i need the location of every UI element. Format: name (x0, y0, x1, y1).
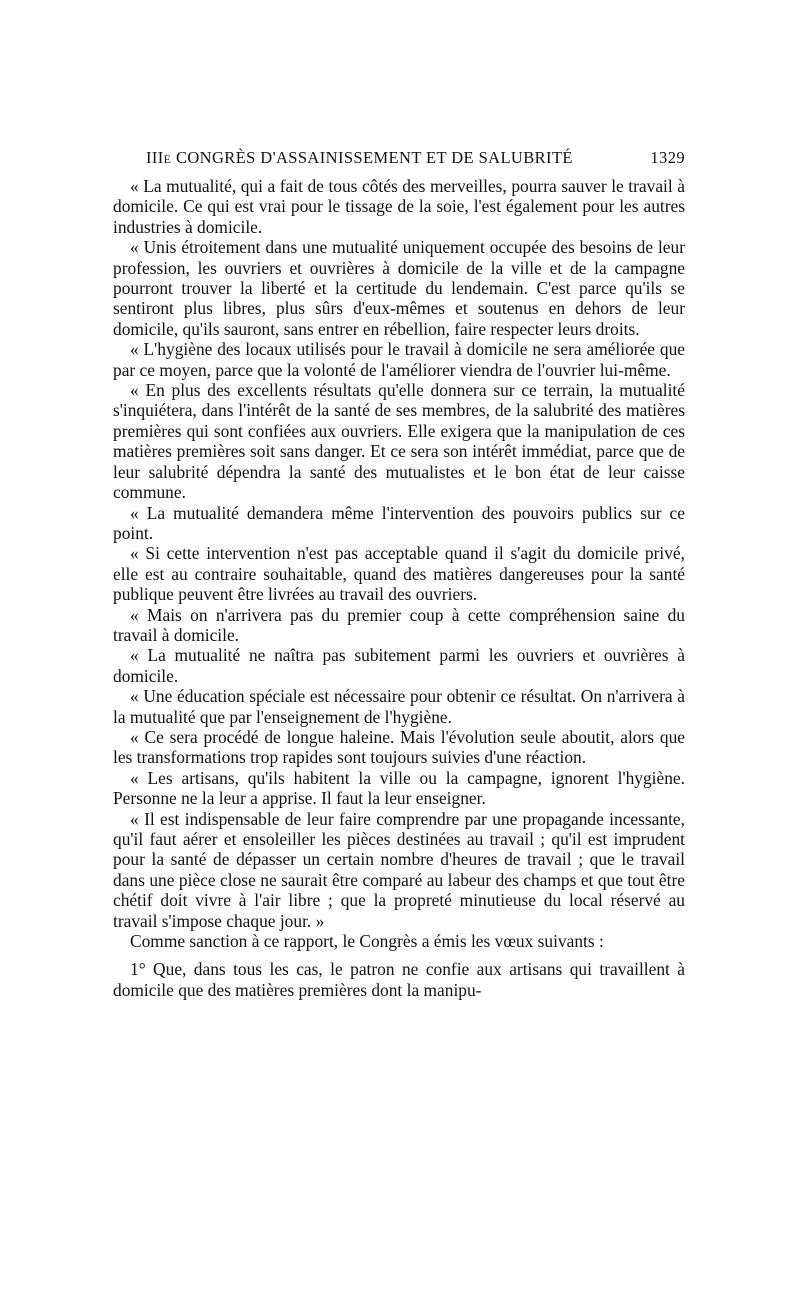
paragraph: « Une éducation spéciale est nécessaire pour obtenir ce résultat. On n'arrivera à la mutualité que par l'enseignement de l'hygiène. (113, 686, 685, 727)
document-page (113, 148, 685, 1000)
paragraph: « En plus des excellents résultats qu'elle donnera sur ce terrain, la mutualité s'inquiétera, dans l'intérêt de la santé de ses membres, de la salubrité des matières premières qui sont confiées aux ouvriers. Elle exigera que la manipulation de ces matières premières soit sans danger. Et ce sera son intérêt immédiat, parce que de leur salubrité dépendra la santé des mutualistes et le bon état de leur caisse commune. (113, 380, 685, 503)
paragraph: « La mutualité demandera même l'intervention des pouvoirs publics sur ce point. (113, 502, 685, 543)
running-head-title: IIIe CONGRÈS D'ASSAINISSEMENT ET DE SALUBRITÉ (146, 148, 573, 167)
paragraph: « Si cette intervention n'est pas acceptable quand il s'agit du domicile privé, elle est au contraire souhaitable, quand des matières dangereuses pour la santé publique peuvent être livrées au travail des ouvriers. (113, 543, 685, 605)
paragraph: « La mutualité, qui a fait de tous côtés des merveilles, pourra sauver le travail à domicile. Ce qui est vrai pour le tissage de la soie, l'est également pour les autres industries à domicile. (113, 176, 685, 237)
paragraph: « Les artisans, qu'ils habitent la ville ou la campagne, ignorent l'hygiène. Personne ne la leur a apprise. Il faut la leur enseigner. (113, 767, 685, 809)
paragraph: « Mais on n'arrivera pas du premier coup à cette compréhension saine du travail à domicile. (113, 604, 685, 645)
paragraph: « L'hygiène des locaux utilisés pour le travail à domicile ne sera améliorée que par ce moyen, parce que la volonté de l'améliorer viendra de l'ouvrier lui-même. (113, 339, 685, 380)
page-number: 1329 (650, 148, 685, 167)
resolution-paragraph: 1° Que, dans tous les cas, le patron ne confie aux artisans qui travaillent à domicile que des matières premières dont la manipu- (113, 959, 685, 1000)
paragraph: « Unis étroitement dans une mutualité uniquement occupée des besoins de leur profession, les ouvriers et ouvrières à domicile de la ville et de la campagne pourront trouver la liberté et la certitude du lendemain. C'est parce qu'ils se sentiront plus libres, plus sûrs d'eux-mêmes et soutenus en dehors de leur domicile, qu'ils sauront, sans entrer en rébellion, faire respecter leurs droits. (113, 237, 685, 339)
paragraph: Comme sanction à ce rapport, le Congrès a émis les vœux suivants : (130, 931, 604, 952)
body-text (113, 176, 685, 1000)
running-head (113, 148, 685, 168)
paragraph: « Ce sera procédé de longue haleine. Mais l'évolution seule aboutit, alors que les transformations trop rapides sont toujours suivies d'une réaction. (113, 726, 685, 768)
paragraph: « La mutualité ne naîtra pas subitement parmi les ouvriers et ouvrières à domicile. (113, 645, 685, 686)
paragraph: « Il est indispensable de leur faire comprendre par une propagande incessante, qu'il faut aérer et ensoleiller les pièces destinées au travail ; qu'il est imprudent pour la santé de dépasser un certain nombre d'heures de travail ; que le travail dans une pièce close ne saurait être comparé au labeur des champs et que tout être chétif doit vivre à l'air libre ; que la propreté minutieuse du local réservé au travail s'impose chaque jour. » (113, 808, 685, 931)
